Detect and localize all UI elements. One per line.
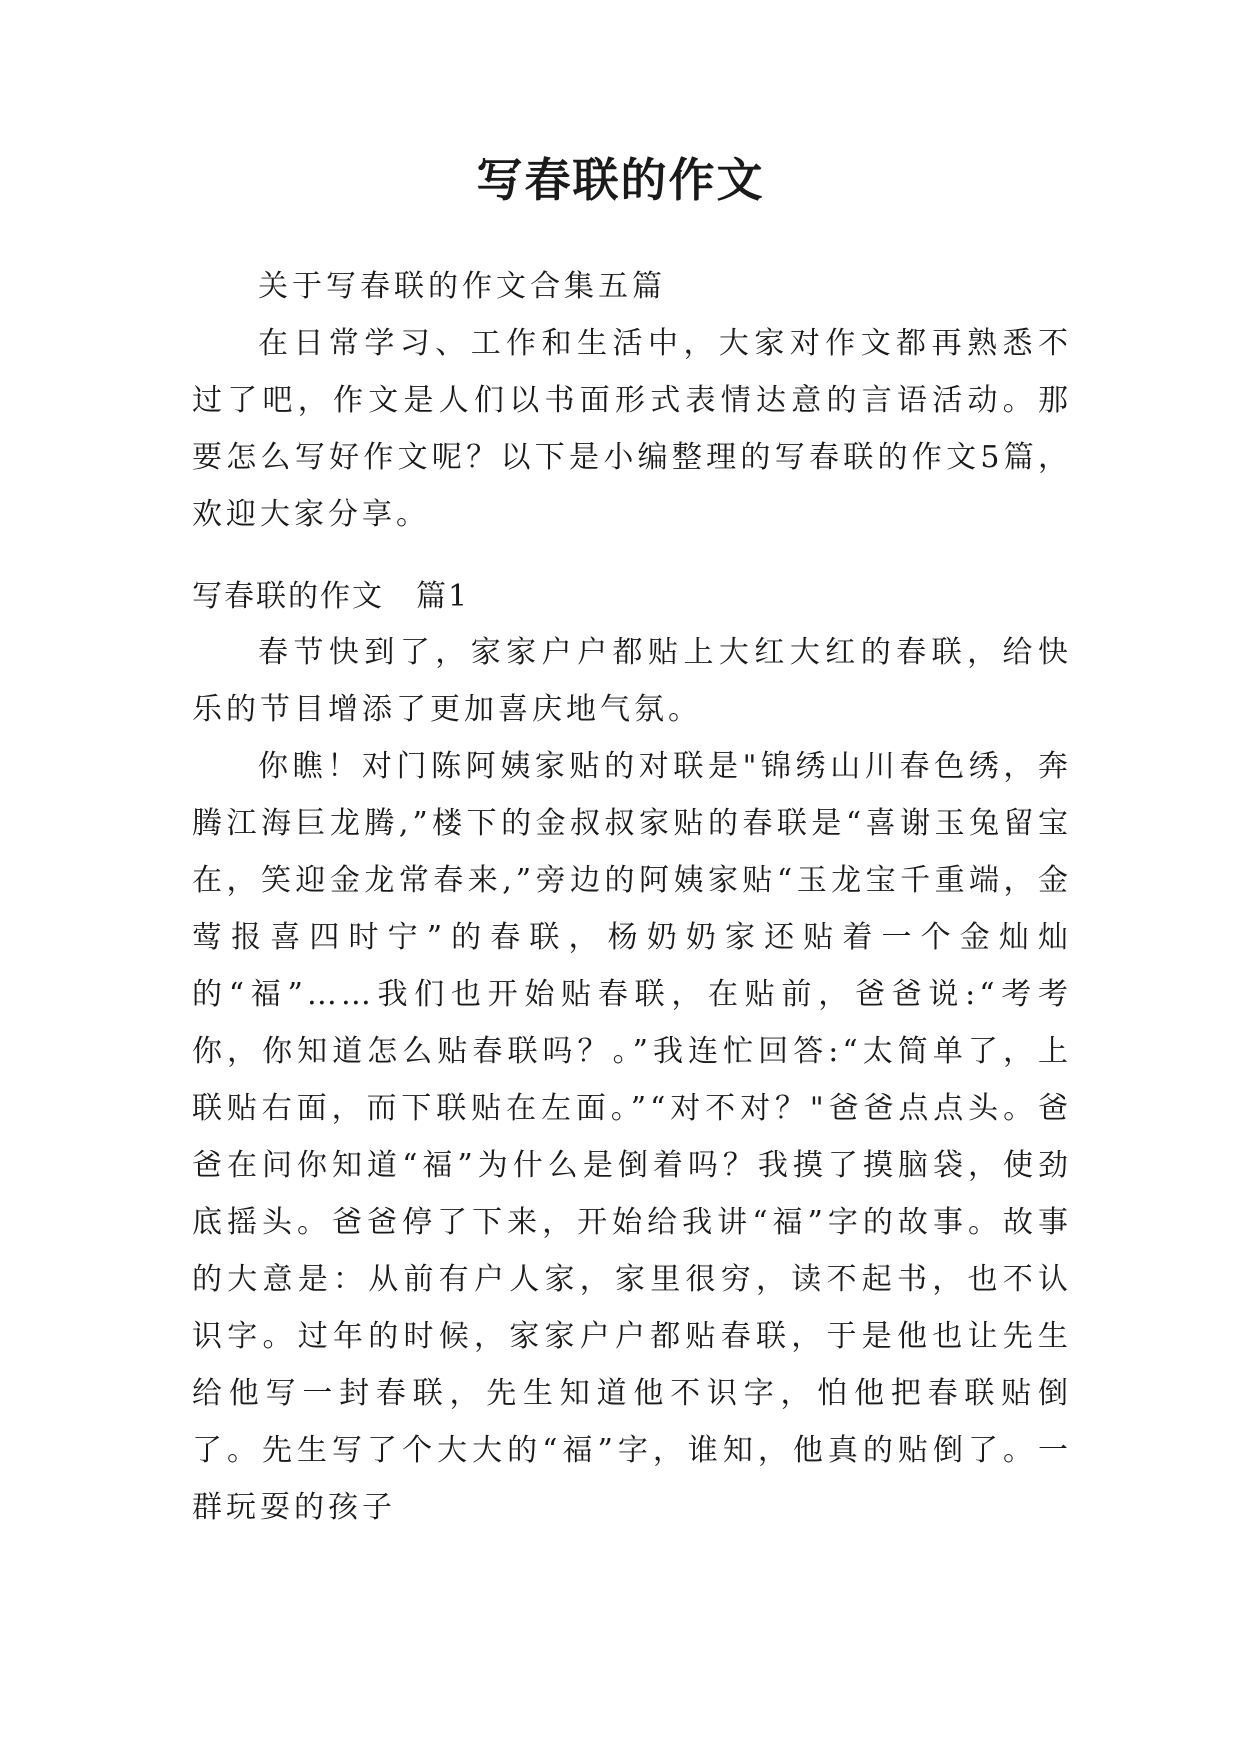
intro-paragraph: 在日常学习、工作和生活中，大家对作文都再熟悉不过了吧，作文是人们以书面形式表情达意的言语活动。那要怎么写好作文呢？以下是小编整理的写春联的作文5篇，欢迎大家分享。: [192, 326, 1072, 532]
document-title: 写春联的作文: [476, 153, 765, 207]
document-subtitle: 关于写春联的作文合集五篇: [258, 269, 666, 304]
section-heading: 写春联的作文 篇1: [192, 579, 470, 614]
paragraph-1: 春节快到了，家家户户都贴上大红大红的春联，给快乐的节目增添了更加喜庆地气氛。: [192, 635, 1072, 727]
paragraph-2: 你瞧！对门陈阿姨家贴的对联是"锦绣山川春色绣，奔腾江海巨龙腾,”楼下的金叔叔家贴的春联是“喜谢玉兔留宝在，笑迎金龙常春来,”旁边的阿姨家贴“玉龙宝千重端，金莺报喜四时宁”的春联，杨奶奶家还贴着一个金灿灿的“福”……我们也开始贴春联，在贴前，爸爸说:“考考你，你知道怎么贴春联吗？。”我连忙回答:“太简单了，上联贴右面，而下联贴在左面。”“对不对？"爸爸点点头。爸爸在问你知道“福”为什么是倒着吗？我摸了摸脑袋，使劲底摇头。爸爸停了下来，开始给我讲“福”字的故事。故事的大意是：从前有户人家，家里很穷，读不起书，也不认识字。过年的时候，家家户户都贴春联，于是他也让先生给他写一封春联，先生知道他不识字，怕他把春联贴倒了。先生写了个大大的“福”字，谁知，他真的贴倒了。一群玩耍的孩子: [192, 749, 1072, 1525]
